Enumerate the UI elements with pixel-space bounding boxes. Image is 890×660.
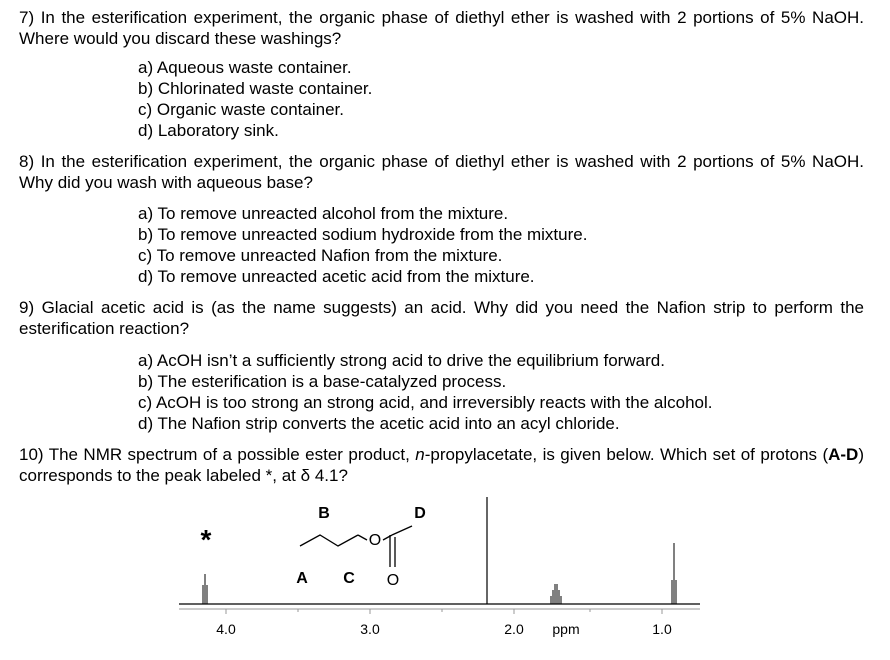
question-10-text-mid: -propylacetate, is given below. Which set of protons ( bbox=[424, 445, 829, 464]
nmr-peak-marker: * bbox=[200, 524, 212, 555]
nmr-axis-label-1: 1.0 bbox=[652, 621, 672, 637]
question-7-option-d[interactable]: d) Laboratory sink. bbox=[138, 121, 279, 140]
nmr-axis-unit: ppm bbox=[552, 621, 580, 637]
question-8-text: In the esterification experiment, the organic phase of diethyl ether is washed with 2 portions of 5% NaOH. Why did you wash with aqueous base? bbox=[19, 152, 864, 192]
question-7-option-b[interactable]: b) Chlorinated waste container. bbox=[138, 79, 373, 98]
question-8-option-d[interactable]: d) To remove unreacted acetic acid from the mixture. bbox=[138, 267, 535, 286]
question-7-option-c[interactable]: c) Organic waste container. bbox=[138, 100, 344, 119]
question-7-number: 7) bbox=[19, 8, 35, 27]
structure-label-d: D bbox=[414, 505, 426, 522]
question-8-option-a[interactable]: a) To remove unreacted alcohol from the mixture. bbox=[138, 204, 509, 223]
question-8-option-c[interactable]: c) To remove unreacted Nafion from the mixture. bbox=[138, 246, 503, 265]
structure-label-b: B bbox=[318, 505, 330, 522]
question-9-text: Glacial acetic acid is (as the name suggests) an acid. Why did you need the Nafion strip to perform the esterification reaction? bbox=[19, 298, 864, 338]
ester-structure bbox=[300, 526, 412, 567]
ester-oxygen-label: O bbox=[368, 532, 382, 549]
question-8-number: 8) bbox=[19, 152, 35, 171]
acetyl-methyl-bond bbox=[392, 526, 412, 535]
structure-label-c: C bbox=[343, 570, 355, 587]
question-7-text: In the esterification experiment, the organic phase of diethyl ether is washed with 2 portions of 5% NaOH. Where would you discard these washings? bbox=[19, 8, 864, 48]
question-8-option-b[interactable]: b) To remove unreacted sodium hydroxide from the mixture. bbox=[138, 225, 588, 244]
question-9-number: 9) bbox=[19, 298, 35, 317]
nmr-axis-label-3: 3.0 bbox=[360, 621, 380, 637]
question-10-number: 10) bbox=[19, 445, 44, 464]
question-9-option-d[interactable]: d) The Nafion strip converts the acetic acid into an acyl chloride. bbox=[138, 414, 620, 433]
question-10-text-pre: The NMR spectrum of a possible ester product, bbox=[48, 445, 416, 464]
question-9-option-c[interactable]: c) AcOH is too strong an strong acid, and irreversibly reacts with the alcohol. bbox=[138, 393, 713, 412]
nmr-peak-1-65 bbox=[551, 584, 561, 604]
nmr-axis-label-2: 2.0 bbox=[504, 621, 524, 637]
question-10-text-bold: A-D bbox=[828, 445, 859, 464]
question-10-text-italic: n bbox=[415, 445, 425, 464]
nmr-peak-0-95 bbox=[672, 543, 676, 604]
structure-label-a: A bbox=[296, 570, 308, 587]
question-9-option-b[interactable]: b) The esterification is a base-catalyzed process. bbox=[138, 372, 507, 391]
question-9-option-a[interactable]: a) AcOH isn’t a sufficiently strong acid to drive the equilibrium forward. bbox=[138, 351, 665, 370]
carbonyl-oxygen-label: O bbox=[386, 572, 400, 589]
propyl-chain bbox=[300, 535, 358, 546]
question-7-option-a[interactable]: a) Aqueous waste container. bbox=[138, 58, 352, 77]
question-10-text-post: ) corresponds to the peak labeled *, at δ 4.1? bbox=[19, 445, 864, 485]
ester-o-bond-left bbox=[358, 535, 367, 540]
nmr-axis-label-4: 4.0 bbox=[216, 621, 236, 637]
nmr-peak-4-1 bbox=[203, 574, 207, 604]
